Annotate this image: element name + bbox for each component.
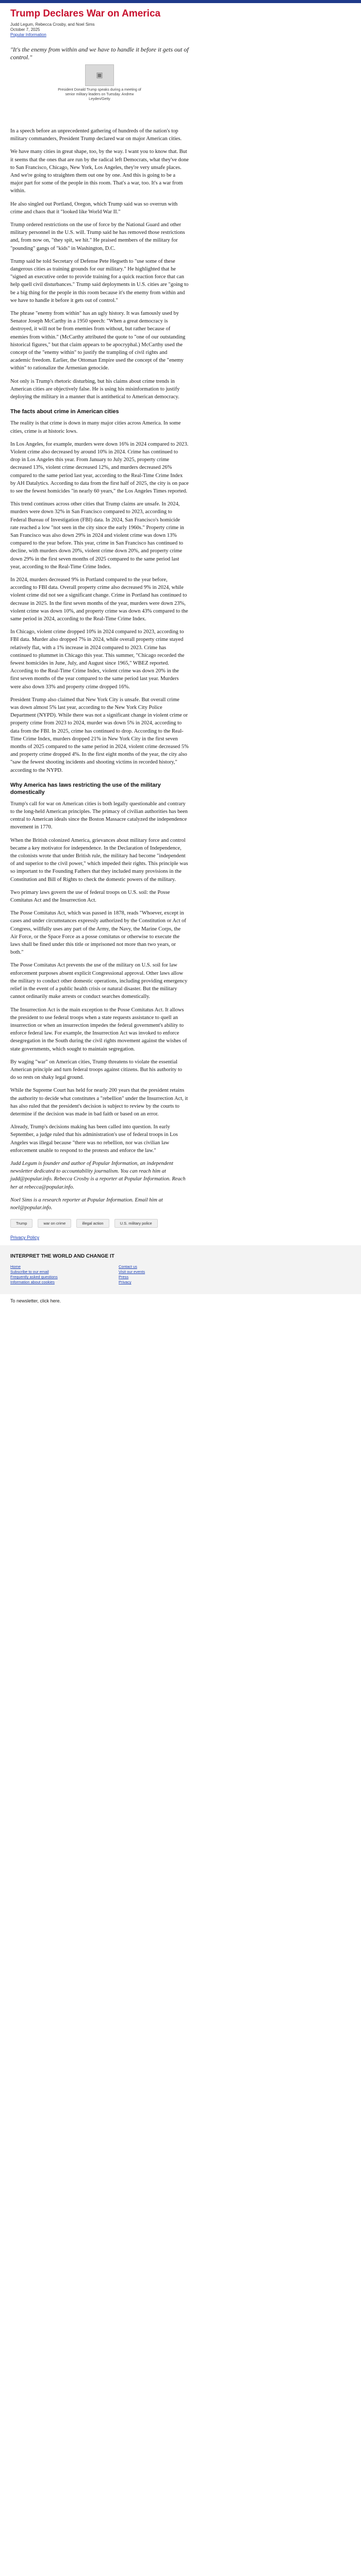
- footer-column: [10, 1264, 88, 1285]
- body-paragraph: The Posse Comitatus Act prevents the use of the military on U.S. soil for law enforcement purposes absent explicit Congressional approval. Other laws allow the military to conduct other domestic operations, including providing emergency relief in the event of a public health crisis or natural disaster. But the military cannot ordinarily make arrests or conduct searches domestically.: [10, 962, 188, 1000]
- byline: Judd Legum, Rebecca Crosby, and Noel Sims: [10, 22, 95, 27]
- hero-figure: [10, 64, 189, 101]
- body-paragraph: While the Supreme Court has held for nearly 200 years that the president retains the authority to decide what constitutes a "rebellion" under the Insurrection Act, it has also ruled that the president's decision is subject to review by the courts to determine if the decision was made in bad faith or based on an error.: [10, 1088, 188, 1117]
- body-paragraph: In a speech before an unprecedented gathering of hundreds of the nation's top military commanders, President Trump declared war on major American cities.: [10, 128, 182, 142]
- photo-caption: [56, 88, 143, 101]
- body-paragraph: In Los Angeles, for example, murders were down 16% in 2024 compared to 2023. Violent crime also decreased by around 10% in 2024. Crime has continued to drop in Los Angeles this year. From January to July 2025, property crime decreased 13%, violent crime decreased 12%, and murders decreased 26% compared to the same period last year, according to the Real-Time Crime Index by AH Datalytics. According to data from the first half of 2025, the city is on pace to see the fewest homicides "in nearly 60 years," the Los Angeles Times reported.: [10, 441, 189, 494]
- footer-link[interactable]: Contact us: [119, 1264, 137, 1269]
- image-placeholder-icon: ▣: [85, 64, 114, 86]
- body-paragraph: Trump ordered restrictions on the use of force by the National Guard and other military personnel in the U.S. will. Trump said he has removed those restrictions and, from now on, "they spit, we hit." He praised members of the military for "pounding" gangs of "kids" in Washington, D.C.: [10, 222, 185, 251]
- section-heading: Why America has laws restricting the use of the military domestically: [10, 782, 161, 795]
- body-paragraph: He also singled out Portland, Oregon, which Trump said was so overrun with crime and chaos that it "looked like World War II.": [10, 201, 178, 215]
- body-paragraph: When the British colonized America, grievances about military force and control became a key motivator for independence. In the Declaration of Independence, the colonists wrote that under British rule, the military had become "independent of and superior to the civil power," which impeded their rights. This principle was so important to the Founding Fathers that they included many provisions in the Constitution and Bill of Rights to check the domestic powers of the military.: [10, 837, 188, 883]
- author-bio: Noel Sims is a research reporter at Popular Information. Email him at noel@popular.info.: [10, 1197, 163, 1211]
- footer-title: INTERPRET THE WORLD AND CHANGE IT: [10, 1253, 114, 1260]
- publication-link[interactable]: Popular Information: [10, 32, 46, 37]
- footer: [0, 1245, 361, 1294]
- body-paragraph: We have many cities in great shape, too, by the way. I want you to know that. But it seems that the ones that are run by the radical left Democrats, what they've done to San Francisco, Chicago, New York, Los Angeles, they're very unsafe places. And we're going to straighten them out one by one. And this is going to be a major part for some of the people in this room. That's a war, too. It's a war from within.: [10, 149, 189, 194]
- body-paragraph: By waging "war" on American cities, Trump threatens to violate the essential American principle and turn federal troops against citizens. But his authority to do so rests on shaky legal ground.: [10, 1059, 182, 1081]
- caption-line: Leyden/Getty: [89, 97, 110, 101]
- body-paragraph: Trump said he told Secretary of Defense Pete Hegseth to "use some of these dangerous cities as training grounds for our military." He highlighted that he "signed an executive order to provide training for a quick reaction force that can help quell civil disturbances." Trump said deployments in U.S. cities are "going to be a big thing for the people in this room because it's the enemy from within and we have to handle it before it gets out of control.": [10, 258, 189, 303]
- footer-link[interactable]: Subscribe to our email: [10, 1269, 49, 1275]
- tag-button[interactable]: U.S. military police: [114, 1219, 158, 1228]
- body-paragraph: Two primary laws govern the use of federal troops on U.S. soil: the Posse Comitatus Act and the Insurrection Act.: [10, 889, 170, 904]
- subscribe-note[interactable]: To newsletter, click here.: [10, 1298, 61, 1304]
- article: [10, 3, 189, 1228]
- body-paragraph: The reality is that crime is down in many major cities across America. In some cities, crime is at historic lows.: [10, 420, 181, 434]
- body-paragraph: The Posse Comitatus Act, which was passed in 1878, reads "Whoever, except in cases and under circumstances expressly authorized by the Constitution or Act of Congress, willfully uses any part of the Army, the Navy, the Marine Corps, the Air Force, or the Space Force as a posse comitatus or otherwise to execute the laws shall be fined under this title or imprisoned not more than two years, or both.": [10, 910, 186, 956]
- tag-button[interactable]: illegal action: [76, 1219, 109, 1228]
- body-paragraph: Already, Trump's decisions making has been called into question. In early September, a judge ruled that his administration's use of federal troops in Los Angeles was illegal because "there was no rebellion, nor was civilian law enforcement unable to respond to the protests and enforce the law.": [10, 1124, 178, 1154]
- body-paragraph: In Chicago, violent crime dropped 10% in 2024 compared to 2023, according to FBI data. Murder also dropped 7% in 2024, while overall property crime stayed relatively flat, with a 1% increase in 2024 compared to 2023. Crime has continued to plummet in Chicago this year. This summer, "Chicago recorded the fewest homicides in June, July, and August since 1965," WBEZ reported. According to the Real-Time Crime Index, violent crime was down 20% in the first seven months of the year compared to the same period last year. Murders were also down 33% and property crime dropped 16%.: [10, 629, 185, 690]
- author-bio: Judd Legum is founder and author of Popular Information, an independent newsletter dedicated to accountability journalism. You can reach him at judd@popular.info. Rebecca Crosby is a reporter at Popular Information. Reach her at rebecca@popular.info.: [10, 1160, 186, 1190]
- body-paragraph: Trump's call for war on American cities is both legally questionable and contrary to the long-held American principles. The primacy of civilian authorities has been central to American ideals since the Boston Massacre catalyzed the independence movement in 1770.: [10, 801, 188, 831]
- body-paragraph: President Trump also claimed that New York City is unsafe. But overall crime was down almost 5% last year, according to the New York City Police Department (NYPD). While there was not a significant change in violent crime or property crime from 2023 to 2024, murder was down 5% in 2024, according to data from the FBI. In 2025, crime has continued to drop. According to the Real-Time Crime Index, murders dropped 21% in New York City in the first seven months of 2025 compared to the same period in 2024, violent crime decreased 5% and property crime dropped 4%. In the first eight months of the year, the city also "saw the fewest shooting incidents and shooting victims in recorded history," according to the NYPD.: [10, 697, 189, 773]
- headline: Trump Declares War on America: [10, 8, 161, 19]
- body-paragraph: Not only is Trump's rhetoric disturbing, but his claims about crime trends in American cities are objectively false. He is using his misinformation to justify deploying the military in a manner that is antithetical to American democracy.: [10, 378, 180, 400]
- footer-link[interactable]: Frequently asked questions: [10, 1275, 58, 1280]
- tag-button[interactable]: war on crime: [38, 1219, 71, 1228]
- footer-link[interactable]: Privacy: [119, 1280, 132, 1285]
- tag-list: [10, 1219, 189, 1228]
- body-paragraph: In 2024, murders decreased 9% in Portland compared to the year before, according to FBI data. Overall property crime also decreased 9% in 2024, while violent crime did not see a significant change. Crime in Portland has continued to decrease in 2025. In the first seven months of the year, murders were down 23%, violent crime was down 10%, and property crime was down 43% compared to the same period in 2024, according to the Real-Time Crime Index.: [10, 577, 188, 622]
- body-paragraph: This trend continues across other cities that Trump claims are unsafe. In 2024, murders were down 32% in San Francisco compared to 2023, according to Federal Bureau of Investigation (FBI) data. In 2024, San Francisco's homicide rate reached a low "not seen in the city since the early 1960s." Property crime in San Francisco was also down 29% in 2024 and violent crime was down 13% compared to the year before. This year, crime in San Francisco has continued to decline, with murders down 20%, violent crime down 20%, and property crime down 29% in the first seven months of 2025 compared to the same period last year, according to the Real-Time Crime Index.: [10, 501, 184, 570]
- footer-column: [119, 1264, 196, 1285]
- lede-quote: "It's the enemy from within and we have to handle it before it gets out of control.": [10, 46, 189, 61]
- dateline: October 7, 2025: [10, 27, 40, 32]
- section-heading: The facts about crime in American cities: [10, 409, 119, 415]
- footer-link[interactable]: Visit our events: [119, 1269, 145, 1275]
- footer-link[interactable]: Information about cookies: [10, 1280, 55, 1285]
- footer-link[interactable]: Home: [10, 1264, 21, 1269]
- footer-link[interactable]: Press: [119, 1275, 129, 1280]
- caption-line: President Donald Trump speaks during a meeting of: [58, 88, 141, 92]
- caption-line: senior military leaders on Tuesday. Andrew: [65, 93, 134, 96]
- body-paragraph: The Insurrection Act is the main exception to the Posse Comitatus Act. It allows the president to use federal troops when a state requests assistance to quell an insurrection or when an insurrection impedes the federal government's ability to enforce federal law. For example, the Insurrection Act was invoked to enforce desegregation in the South during the civil rights movement against the wishes of state governments, which sought to maintain segregation.: [10, 1007, 187, 1052]
- body-paragraph: The phrase "enemy from within" has an ugly history. It was famously used by Senator Joseph McCarthy in a 1950 speech: "When a great democracy is destroyed, it will not be from enemies from without, but rather because of enemies from within." (McCarthy attributed the quote to "one of our outstanding historical figures," but that claim appears to be apocryphal.) McCarthy used the concept of the "enemy within" to justify the trampling of civil rights and academic freedom. Earlier, the Ottoman Empire used the concept of the "enemy within" to rationalize the Armenian genocide.: [10, 311, 186, 371]
- privacy-policy-link[interactable]: Privacy Policy: [10, 1235, 40, 1241]
- tag-button[interactable]: Trump: [10, 1219, 32, 1228]
